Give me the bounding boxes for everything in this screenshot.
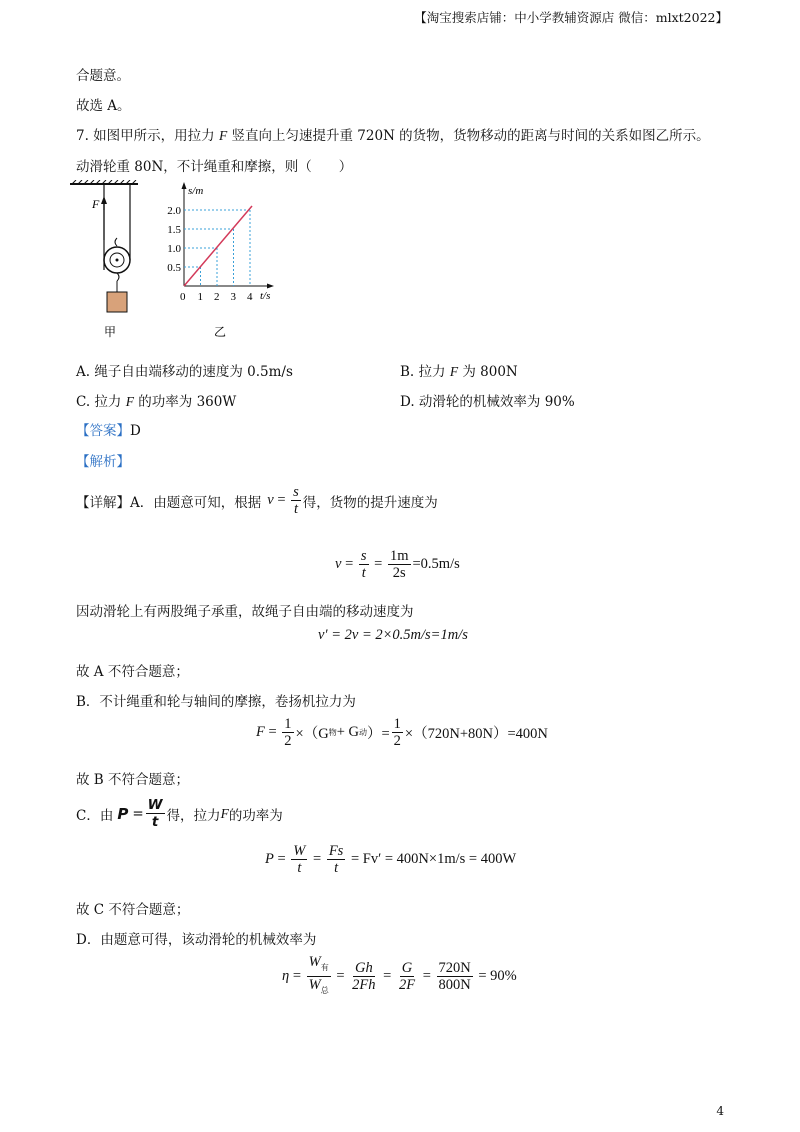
series-line [184, 206, 252, 286]
x-tick-label: 0 [180, 291, 186, 303]
y-tick-label: 1.0 [167, 243, 181, 255]
text-line: 故 A 不符合题意； [76, 664, 189, 680]
pulley-figure [70, 180, 160, 340]
option-b[interactable] [400, 360, 518, 380]
x-tick-label: 1 [197, 291, 203, 303]
x-tick-label: 4 [247, 291, 253, 303]
text-line: 因动滑轮上有两股绳子承重，故绳子自由端的移动速度为 [76, 604, 414, 620]
option-text: B. 拉力 [400, 364, 446, 380]
x-tick-label: 3 [230, 291, 236, 303]
page-number: 4 [716, 1104, 724, 1118]
y-axis-arrow-icon [182, 182, 187, 189]
math-var: s [293, 484, 299, 500]
text-line: 故 C 不符合题意； [76, 902, 190, 918]
math-var: t [293, 501, 298, 517]
option-text: 为 800N [462, 364, 518, 380]
hook-top [115, 238, 117, 246]
arrow-up-icon [101, 196, 107, 204]
answer-value: D [130, 423, 141, 439]
y-tick-label: 0.5 [167, 262, 181, 274]
force-label: F [92, 197, 100, 211]
option-d[interactable]: D. 动滑轮的机械效率为 90% [400, 394, 575, 410]
detail-text: 的功率为 [228, 807, 283, 824]
x-axis-arrow-icon [267, 284, 274, 289]
header-banner: 【淘宝搜索店铺：中小学教辅资源店 微信：mlxt2022】 [414, 10, 728, 25]
force-symbol: F [218, 128, 228, 143]
text-line: B．不计绳重和轮与轴间的摩擦，卷扬机拉力为 [76, 694, 356, 710]
text-line: D．由题意可得，该动滑轮的机械效率为 [76, 932, 317, 948]
answer-line [76, 419, 141, 439]
detail-line-c: C．由 P = $\frac{W}{t}$ 得，拉力 F 的功率为 [76, 797, 283, 830]
cargo-block [107, 292, 127, 312]
analysis-label: 【解析】 [76, 454, 130, 470]
question-stem [76, 124, 710, 144]
equation-velocity: v = $\frac{s}{t}$ = $\frac{1m}{2s}$ =0.5m/s [335, 548, 460, 581]
detail-text: 得，货物的提升速度为 [302, 494, 438, 511]
x-axis-label: t/s [260, 290, 271, 302]
detail-text: C．由 [76, 807, 114, 824]
question-stem-part: 竖直向上匀速提升重 720N 的货物，货物移动的距离与时间的关系如图乙所示。 [231, 128, 710, 144]
y-axis-label: s/m [188, 185, 204, 197]
equation-force: F = $\frac{1}{2}$ ×（G 物 + G 动 ）= $\frac{1}{2}$ ×（720N+80N）=400N [256, 716, 548, 749]
detail-line: 【详解】A．由题意可知，根据 v = $\frac{s}{t}$ 得，货物的提升速度为 [76, 484, 438, 517]
figure-label-yi: 乙 [214, 325, 227, 339]
st-graph [162, 180, 292, 340]
equation-efficiency: η = $\frac{W_有}{W_总}$ = $\frac{Gh}{2Fh}$ = $\frac{G}{2F}$ = $\frac{720N}{800N}$ = 90% [282, 954, 517, 995]
math-var: v [267, 491, 274, 508]
y-tick-label: 1.5 [167, 224, 181, 236]
text-line: 合题意。 [76, 68, 130, 84]
question-stem-part: 7. 如图甲所示，用拉力 [76, 128, 215, 144]
x-tick-label: 2 [214, 291, 220, 303]
detail-text: 得，拉力 [166, 807, 221, 824]
option-text: 的功率为 360W [138, 394, 237, 410]
detail-text: 【详解】A．由题意可知，根据 [76, 494, 262, 511]
text-line: 故选 A。 [76, 98, 131, 114]
hook-bottom [117, 273, 119, 281]
question-stem-line2: 动滑轮重 80N，不计绳重和摩擦，则（ ） [76, 159, 353, 175]
y-tick-label: 2.0 [167, 205, 181, 217]
equation-power: P = $\frac{W}{t}$ = $\frac{Fs}{t}$ = Fv′ = 400N×1m/s = 400W [265, 843, 517, 876]
text-line: 故 B 不符合题意； [76, 772, 190, 788]
option-c[interactable] [76, 390, 236, 410]
option-a[interactable]: A. 绳子自由端移动的速度为 0.5m/s [76, 364, 293, 380]
option-text: C. 拉力 [76, 394, 122, 410]
figure-label-jia: 甲 [104, 325, 117, 339]
answer-label: 【答案】 [76, 423, 130, 439]
force-symbol: F [449, 364, 459, 379]
force-symbol: F [125, 394, 134, 409]
equation-rope-speed: v′ = 2v = 2×0.5m/s=1m/s [318, 627, 468, 643]
